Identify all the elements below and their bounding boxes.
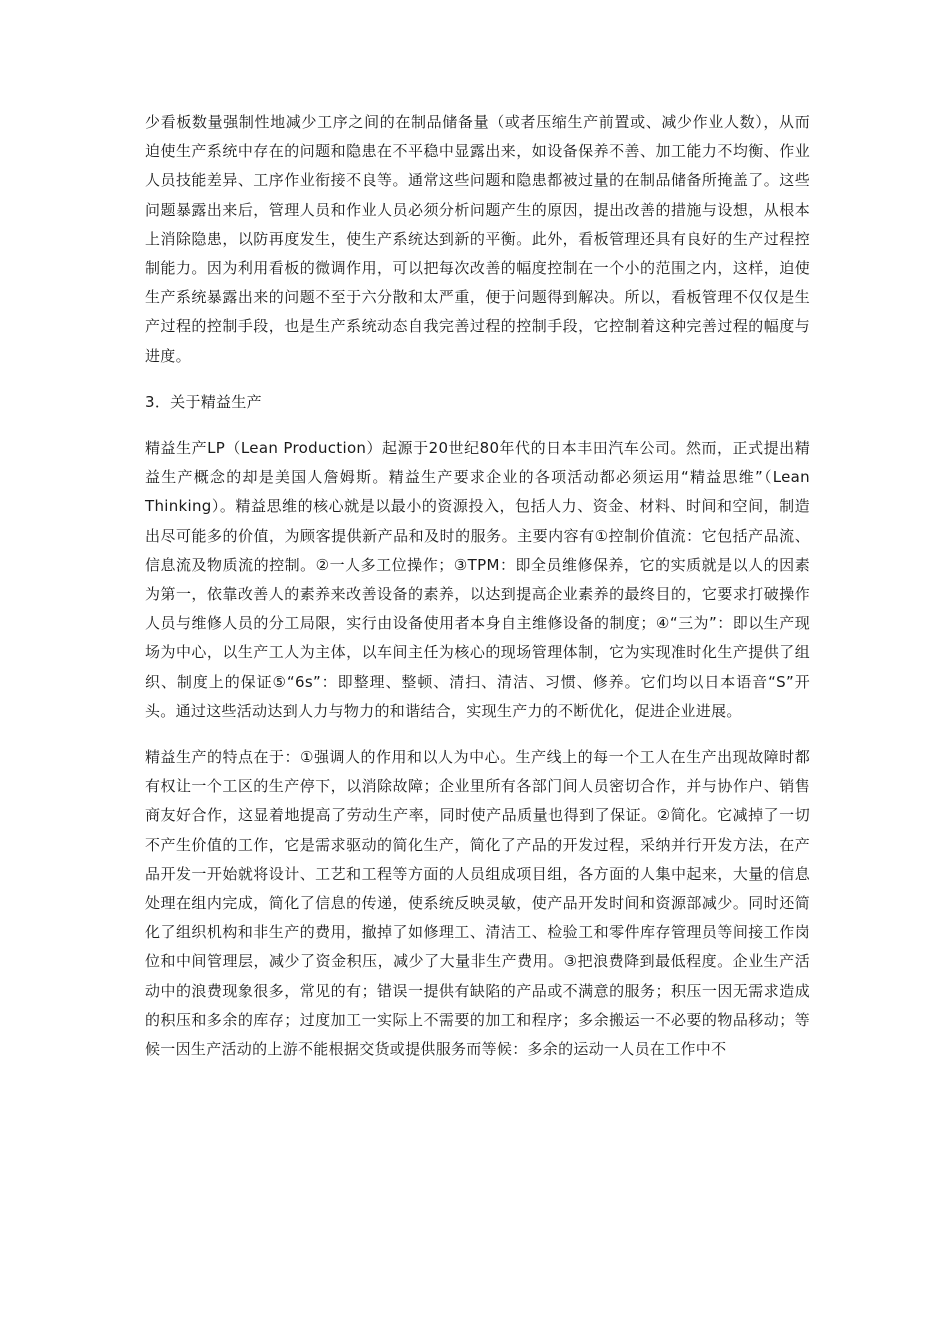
paragraph-kanban-continued: 少看板数量强制性地减少工序之间的在制品储备量（或者压缩生产前置或、减少作业人数），从而迫使生产系统中存在的问题和隐患在不平稳中显露出来，如设备保养不善、加工能力不均衡、作业人员技能差异、工序作业衔接不良等。通常这些问题和隐患都被过量的在制品储备所掩盖了。这些问题暴露出来后，管理人员和作业人员必须分析问题产生的原因，提出改善的措施与设想，从根本上消除隐患，以防再度发生，使生产系统达到新的平衡。此外，看板管理还具有良好的生产过程控制能力。因为利用看板的微调作用，可以把每次改善的幅度控制在一个小的范围之内，这样，迫使生产系统暴露出来的问题不至于六分散和太严重，便于问题得到解决。所以，看板管理不仅仅是生产过程的控制手段，也是生产系统动态自我完善过程的控制手段，它控制着这种完善过程的幅度与进度。: [145, 113, 810, 365]
paragraph-lean-production-intro: 精益生产LP（Lean Production）起源于20世纪80年代的日本丰田汽车公司。然而，正式提出精益生产概念的却是美国人詹姆斯。精益生产要求企业的各项活动都必须运用“精益思维”（Lean Thinking）。精益思维的核心就是以最小的资源投入，包括人力、资金、材料、时间和空间，制造出尽可能多的价值，为顾客提供新产品和及时的服务。主要内容有①控制价值流：它包括产品流、信息流及物质流的控制。②一人多工位操作；③TPM：即全员维修保养，它的实质就是以人的因素为第一，依靠改善人的素养来改善设备的素养，以达到提高企业素养的最终目的，它要求打破操作人员与维修人员的分工局限，实行由设备使用者本身自主维修设备的制度；④“三为”：即以生产现场为中心，以生产工人为主体，以车间主任为核心的现场管理体制，它为实现准时化生产提供了组织、制度上的保证⑤“6s”：即整理、整顿、清扫、清洁、习惯、修养。它们均以日本语音“S”开头。通过这些活动达到人力与物力的和谐结合，实现生产力的不断优化，促进企业进展。: [145, 439, 810, 720]
section-heading-lean-production: 3．关于精益生产: [145, 392, 262, 411]
document-page: [145, 108, 810, 1081]
paragraph-lean-production-features: 精益生产的特点在于：①强调人的作用和以人为中心。生产线上的每一个工人在生产出现故障时都有权让一个工区的生产停下，以消除故障；企业里所有各部门间人员密切合作，并与协作户、销售商友好合作，这显着地提高了劳动生产率，同时使产品质量也得到了保证。②简化。它减掉了一切不产生价值的工作，它是需求驱动的简化生产，简化了产品的开发过程，采纳并行开发方法，在产品开发一开始就将设计、工艺和工程等方面的人员组成项目组，各方面的人集中起来，大量的信息处理在组内完成，简化了信息的传递，使系统反映灵敏，使产品开发时间和资源部减少。同时还简化了组织机构和非生产的费用，撤掉了如修理工、清洁工、检验工和零件库存管理员等间接工作岗位和中间管理层，减少了资金积压，减少了大量非生产费用。③把浪费降到最低程度。企业生产活动中的浪费现象很多，常见的有；错误一提供有缺陷的产品或不满意的服务；积压一因无需求造成的积压和多余的库存；过度加工一实际上不需要的加工和程序；多余搬运一不必要的物品移动；等候一因生产活动的上游不能根据交货或提供服务而等候：多余的运动一人员在工作中不: [145, 748, 810, 1059]
